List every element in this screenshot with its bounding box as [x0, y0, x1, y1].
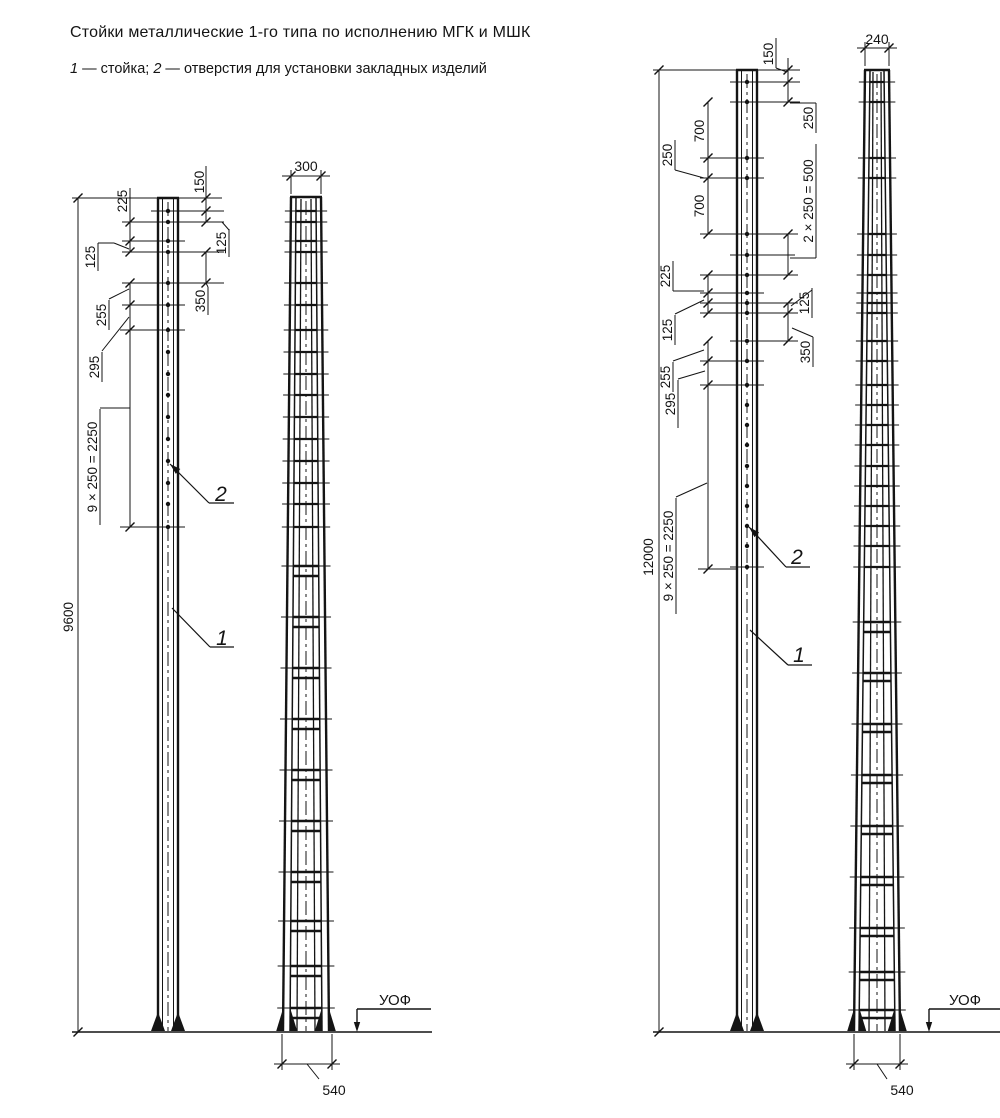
left-dim-225: 225 [115, 189, 130, 213]
right-dim-125-left: 125 [660, 318, 675, 342]
right-base-width-dim: 540 [890, 1082, 914, 1098]
right-dim-700-lower: 700 [692, 194, 707, 218]
right-dim-225: 225 [658, 264, 673, 288]
left-callout-pole: 1 [216, 627, 228, 650]
right-dim-150: 150 [761, 42, 776, 66]
right-dim-125-right: 125 [797, 291, 812, 315]
right-holes-spacing-dim: 9 × 250 = 2250 [661, 510, 676, 602]
left-dim-125-left: 125 [83, 245, 98, 269]
right-dim-700-upper: 700 [692, 119, 707, 143]
right-dim-295: 295 [663, 392, 678, 416]
left-holes-spacing-dim: 9 × 250 = 2250 [85, 421, 100, 513]
right-foundation-mark: УОФ [948, 992, 982, 1009]
left-top-width-dim: 300 [294, 158, 318, 174]
left-foundation-mark: УОФ [378, 992, 412, 1009]
left-dim-350: 350 [193, 289, 208, 313]
left-dim-255: 255 [94, 303, 109, 327]
right-callout-holes: 2 [791, 546, 803, 569]
left-dim-125-right: 125 [214, 231, 229, 255]
left-base-width-dim: 540 [322, 1082, 346, 1098]
legend-text-1: — стойка; [78, 61, 154, 77]
left-callout-holes: 2 [215, 483, 227, 506]
right-overall-height-dim: 12000 [641, 538, 656, 576]
left-overall-height-dim: 9600 [61, 601, 76, 633]
right-dim-250-left: 250 [660, 143, 675, 167]
right-dim-350: 350 [798, 340, 813, 364]
right-callout-pole: 1 [793, 644, 805, 667]
drawing-title: Стойки металлические 1-го типа по исполнению МГК и МШК [70, 24, 531, 41]
left-dim-295: 295 [87, 355, 102, 379]
right-dim-255: 255 [658, 365, 673, 389]
left-dim-150: 150 [192, 170, 207, 194]
legend-callout-2: 2 [153, 61, 162, 77]
right-dim-250-right: 250 [801, 106, 816, 130]
drawing-geometry [72, 38, 1000, 1079]
right-pair-spacing-dim: 2 × 250 = 500 [801, 159, 816, 243]
legend-callout-1: 1 [70, 61, 79, 77]
legend-text-2: — отверстия для установки закладных изделий [161, 61, 487, 77]
right-top-width-dim: 240 [865, 31, 889, 47]
